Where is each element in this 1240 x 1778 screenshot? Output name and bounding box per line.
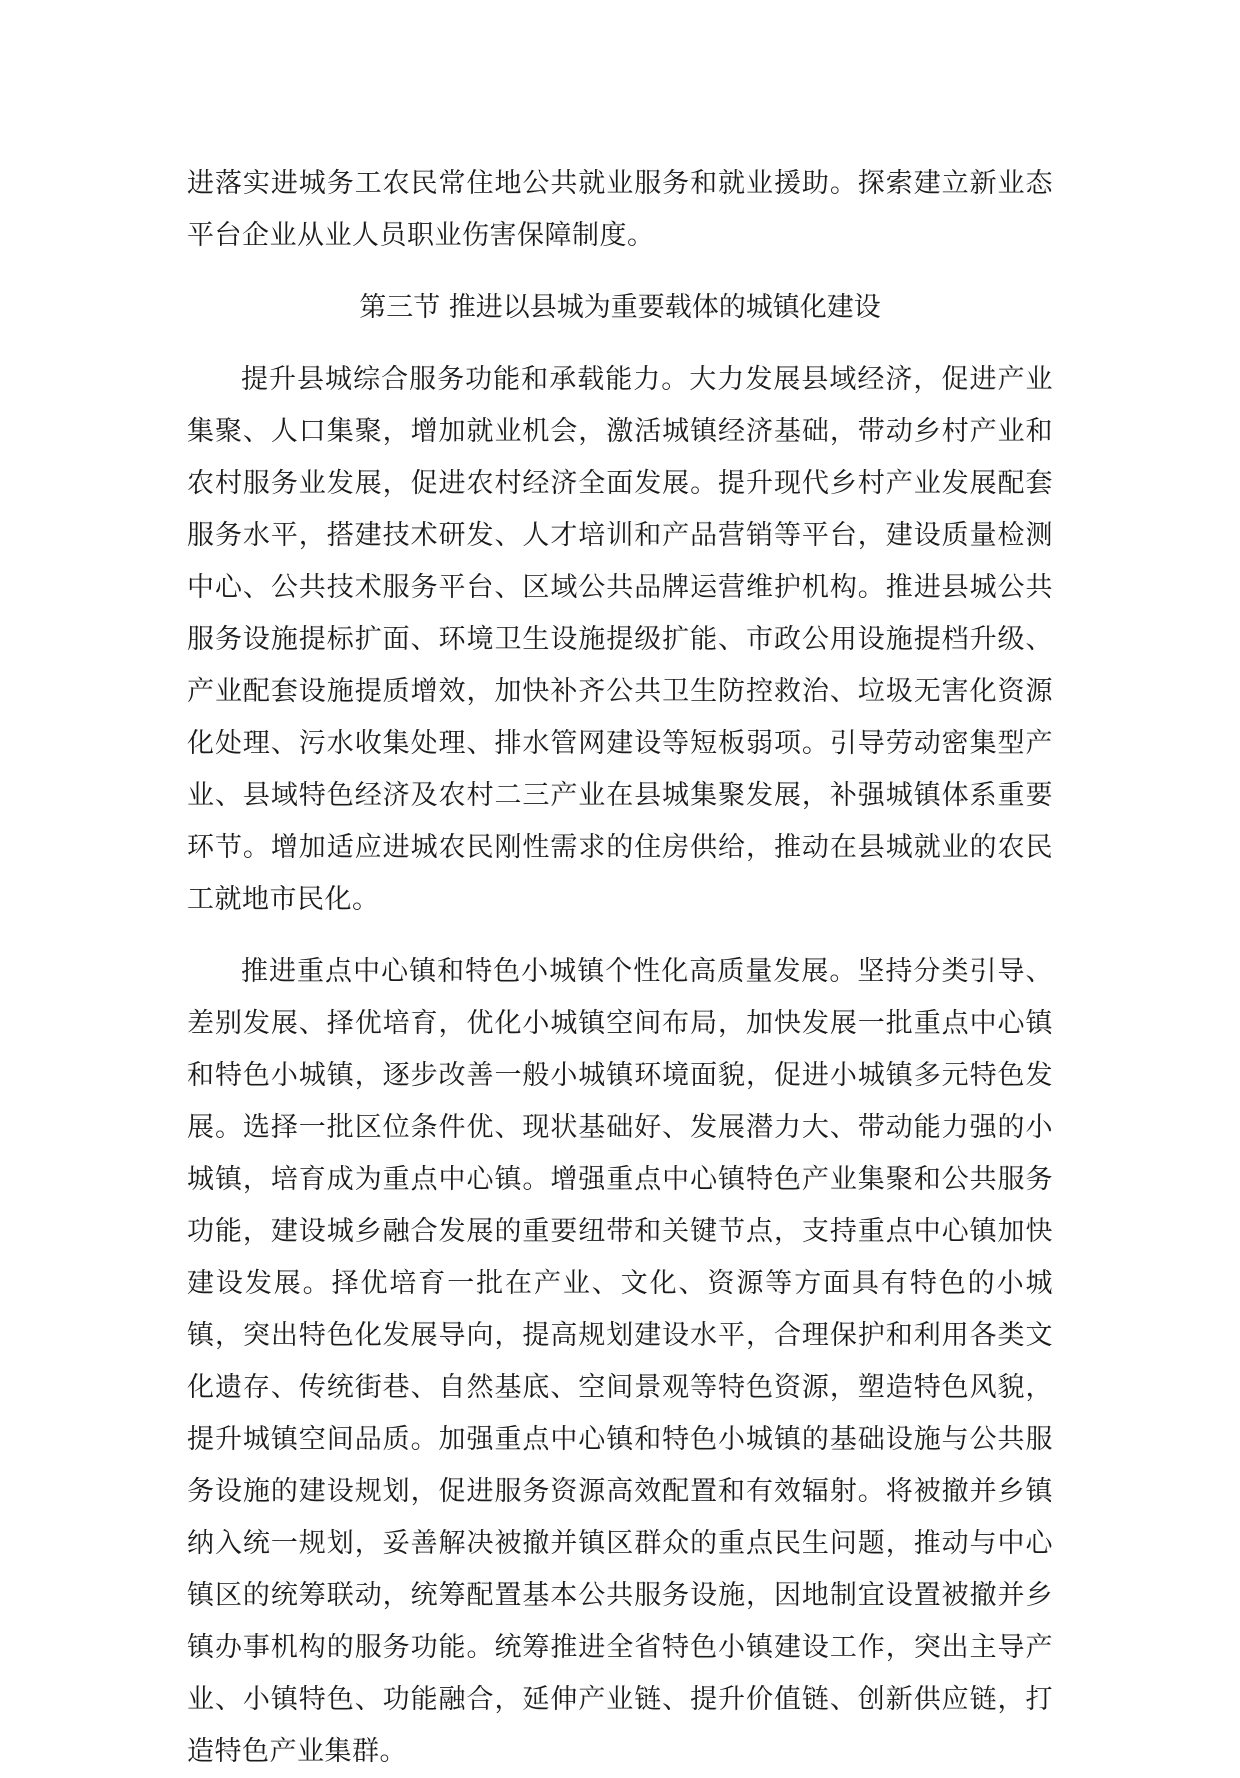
paragraph-county-town: 提升县城综合服务功能和承载能力。大力发展县域经济，促进产业集聚、人口集聚，增加就业机会，激活城镇经济基础，带动乡村产业和农村服务业发展，促进农村经济全面发展。提升现代乡村产业发展配套服务水平，搭建技术研发、人才培训和产品营销等平台，建设质量检测中心、公共技术服务平台、区域公共品牌运营维护机构。推进县城公共服务设施提标扩面、环境卫生设施提级扩能、市政公用设施提档升级、产业配套设施提质增效，加快补齐公共卫生防控救治、垃圾无害化资源化处理、污水收集处理、排水管网建设等短板弱项。引导劳动密集型产业、县域特色经济及农村二三产业在县城集聚发展，补强城镇体系重要环节。增加适应进城农民刚性需求的住房供给，推动在县城就业的农民工就地市民化。 (187, 364, 1053, 915)
continuation-paragraph: 进落实进城务工农民常住地公共就业服务和就业援助。探索建立新业态平台企业从业人员职业伤害保障制度。 (187, 168, 1053, 251)
section-heading: 第三节 推进以县城为重要载体的城镇化建设 (359, 292, 881, 323)
document-page (187, 158, 1053, 1778)
paragraph-small-towns: 推进重点中心镇和特色小城镇个性化高质量发展。坚持分类引导、差别发展、择优培育，优化小城镇空间布局，加快发展一批重点中心镇和特色小城镇，逐步改善一般小城镇环境面貌，促进小城镇多元特色发展。选择一批区位条件优、现状基础好、发展潜力大、带动能力强的小城镇，培育成为重点中心镇。增强重点中心镇特色产业集聚和公共服务功能，建设城乡融合发展的重要纽带和关键节点，支持重点中心镇加快建设发展。择优培育一批在产业、文化、资源等方面具有特色的小城镇，突出特色化发展导向，提高规划建设水平，合理保护和利用各类文化遗存、传统街巷、自然基底、空间景观等特色资源，塑造特色风貌，提升城镇空间品质。加强重点中心镇和特色小城镇的基础设施与公共服务设施的建设规划，促进服务资源高效配置和有效辐射。将被撤并乡镇纳入统一规划，妥善解决被撤并镇区群众的重点民生问题，推动与中心镇区的统筹联动，统筹配置基本公共服务设施，因地制宜设置被撤并乡镇办事机构的服务功能。统筹推进全省特色小镇建设工作，突出主导产业、小镇特色、功能融合，延伸产业链、提升价值链、创新供应链，打造特色产业集群。 (187, 956, 1053, 1767)
